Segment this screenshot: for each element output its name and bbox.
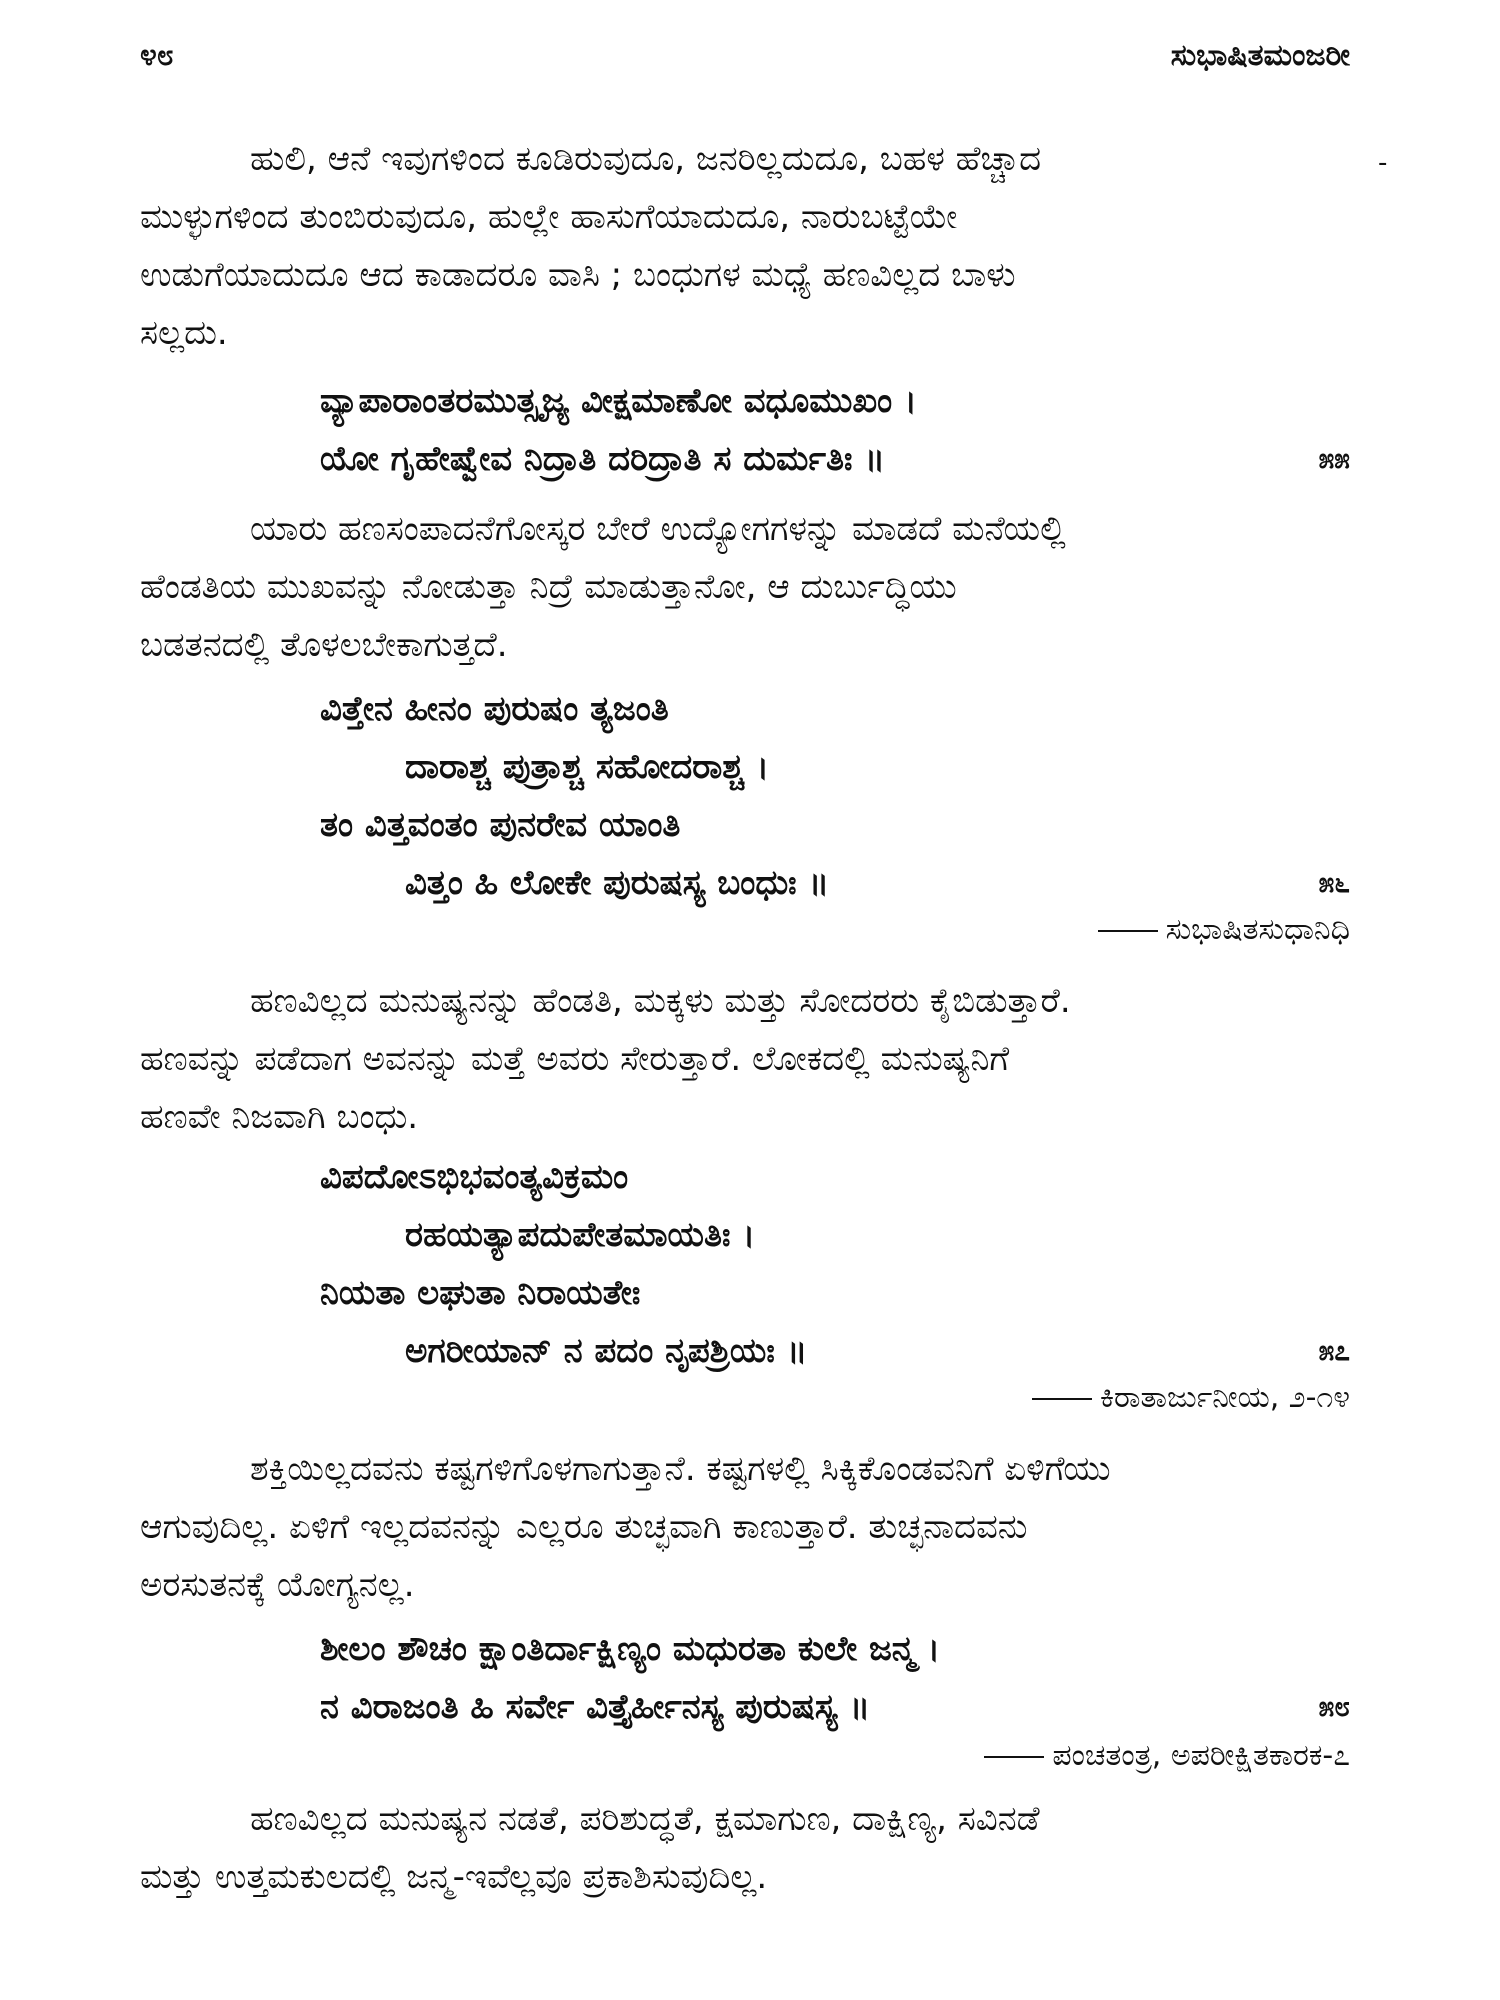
- verse-line: ಶೀಲಂ ಶೌಚಂ ಕ್ಷಾಂತಿರ್ದಾಕ್ಷಿಣ್ಯಂ ಮಧುರತಾ ಕುಲೇ ಜನ್ಮ ।: [320, 1629, 941, 1669]
- verse-source: [1098, 908, 1350, 952]
- verse-line: [320, 854, 1350, 912]
- text-line: ಬಡತನದಲ್ಲಿ ತೊಳಲಬೇಕಾಗುತ್ತದೆ.: [140, 625, 508, 665]
- verse-57: [320, 1148, 1350, 1380]
- dash-rule: [1098, 930, 1158, 932]
- text-line: ಅರಸುತನಕ್ಕೆ ಯೋಗ್ಯನಲ್ಲ.: [140, 1565, 415, 1605]
- text-line: ಮುಳ್ಳುಗಳಿಂದ ತುಂಬಿರುವುದೂ, ಹುಲ್ಲೇ ಹಾಸುಗೆಯಾದುದೂ, ನಾರುಬಟ್ಟೆಯೇ: [140, 197, 958, 237]
- text-line: ಹಣವೇ ನಿಜವಾಗಿ ಬಂಧು.: [140, 1097, 419, 1137]
- paragraph-2: [140, 500, 1340, 674]
- verse-number: ೫೮: [1318, 1690, 1350, 1723]
- text-line: ಆಗುವುದಿಲ್ಲ. ಏಳಿಗೆ ಇಲ್ಲದವನನ್ನು ಎಲ್ಲರೂ ತುಚ್ಛವಾಗಿ ಕಾಣುತ್ತಾರೆ. ತುಚ್ಛನಾದವನು: [140, 1507, 1028, 1547]
- verse-line: ನಿಯತಾ ಲಘುತಾ ನಿರಾಯತೇಃ: [320, 1273, 641, 1313]
- verse-line: [320, 1678, 1350, 1736]
- verse-line: ರಹಯತ್ಯಾಪದುಪೇತಮಾಯತಿಃ ।: [405, 1215, 756, 1255]
- verse-number: ೫೫: [1318, 442, 1350, 475]
- verse-58: [320, 1620, 1350, 1736]
- source-text: ಸುಭಾಷಿತಸುಧಾನಿಧಿ: [1165, 912, 1350, 947]
- verse-line: ವ್ಯಾಪಾರಾಂತರಮುತ್ಸೃಜ್ಯ ವೀಕ್ಷಮಾಣೋ ವಧೂಮುಖಂ ।: [320, 381, 917, 421]
- verse-source: [984, 1734, 1350, 1778]
- verse-line-text: ಯೋ ಗೃಹೇಷ್ವೇವ ನಿದ್ರಾತಿ ದರಿದ್ರಾತಿ ಸ ದುರ್ಮತಿಃ ॥: [320, 439, 886, 479]
- verse-line: ತಂ ವಿತ್ತವಂತಂ ಪುನರೇವ ಯಾಂತಿ: [320, 805, 681, 845]
- paragraph-1: [140, 130, 1340, 362]
- text-line: ಶಕ್ತಿಯಿಲ್ಲದವನು ಕಷ್ಟಗಳಿಗೊಳಗಾಗುತ್ತಾನೆ. ಕಷ್ಟಗಳಲ್ಲಿ ಸಿಕ್ಕಿಕೊಂಡವನಿಗೆ ಏಳಿಗೆಯು: [250, 1449, 1111, 1489]
- verse-number: ೫೬: [1318, 866, 1350, 899]
- verse-line-text: ನ ವಿರಾಜಂತಿ ಹಿ ಸರ್ವೇ ವಿತ್ತೈರ್ಹೀನಸ್ಯ ಪುರುಷಸ್ಯ ॥: [320, 1687, 871, 1727]
- text-line: ಹುಲಿ, ಆನೆ ಇವುಗಳಿಂದ ಕೂಡಿರುವುದೂ, ಜನರಿಲ್ಲದುದೂ, ಬಹಳ ಹೆಚ್ಚಾದ: [250, 139, 1042, 179]
- verse-55: [320, 372, 1350, 488]
- verse-number: ೫೭: [1318, 1334, 1350, 1367]
- page-number: ೪೮: [140, 38, 174, 73]
- text-line: ಹೆಂಡತಿಯ ಮುಖವನ್ನು ನೋಡುತ್ತಾ ನಿದ್ರೆ ಮಾಡುತ್ತಾನೋ, ಆ ದುರ್ಬುದ್ಧಿಯು: [140, 567, 957, 607]
- dash-rule: [984, 1756, 1044, 1758]
- dash-rule: [1032, 1398, 1092, 1400]
- verse-line-text: ವಿತ್ತಂ ಹಿ ಲೋಕೇ ಪುರುಷಸ್ಯ ಬಂಧುಃ ॥: [405, 863, 830, 903]
- text-line: ಹಣವಿಲ್ಲದ ಮನುಷ್ಯನ ನಡತೆ, ಪರಿಶುದ್ಧತೆ, ಕ್ಷಮಾಗುಣ, ದಾಕ್ಷಿಣ್ಯ, ಸವಿನಡೆ: [250, 1799, 1040, 1839]
- running-title: ಸುಭಾಷಿತಮಂಜರೀ: [1170, 38, 1350, 73]
- paragraph-4: [140, 1440, 1340, 1614]
- text-line: ಮತ್ತು ಉತ್ತಮಕುಲದಲ್ಲಿ ಜನ್ಮ-ಇವೆಲ್ಲವೂ ಪ್ರಕಾಶಿಸುವುದಿಲ್ಲ.: [140, 1857, 768, 1897]
- verse-56: [320, 680, 1350, 912]
- text-line: ಹಣವಿಲ್ಲದ ಮನುಷ್ಯನನ್ನು ಹೆಂಡತಿ, ಮಕ್ಕಳು ಮತ್ತು ಸೋದರರು ಕೈಬಿಡುತ್ತಾರೆ.: [250, 981, 1071, 1021]
- verse-line: ವಿತ್ತೇನ ಹೀನಂ ಪುರುಷಂ ತ್ಯಜಂತಿ: [320, 689, 669, 729]
- verse-line: ವಿಪದೋಽಭಿಭವಂತ್ಯವಿಕ್ರಮಂ: [320, 1157, 629, 1197]
- verse-source: [1032, 1376, 1350, 1420]
- text-line: ಉಡುಗೆಯಾದುದೂ ಆದ ಕಾಡಾದರೂ ವಾಸಿ ; ಬಂಧುಗಳ ಮಧ್ಯೆ ಹಣವಿಲ್ಲದ ಬಾಳು: [140, 255, 1016, 295]
- text-line: ಯಾರು ಹಣಸಂಪಾದನೆಗೋಸ್ಕರ ಬೇರೆ ಉದ್ಯೋಗಗಳನ್ನು ಮಾಡದೆ ಮನೆಯಲ್ಲಿ: [250, 509, 1066, 549]
- verse-line: [320, 1322, 1350, 1380]
- paragraph-5: [140, 1790, 1340, 1906]
- source-text: ಪಂಚತಂತ್ರ, ಅಪರೀಕ್ಷಿತಕಾರಕ-೭: [1052, 1738, 1350, 1773]
- text-line: ಹಣವನ್ನು ಪಡೆದಾಗ ಅವನನ್ನು ಮತ್ತೆ ಅವರು ಸೇರುತ್ತಾರೆ. ಲೋಕದಲ್ಲಿ ಮನುಷ್ಯನಿಗೆ: [140, 1039, 1010, 1079]
- verse-line: ದಾರಾಶ್ಚ ಪುತ್ರಾಶ್ಚ ಸಹೋದರಾಶ್ಚ ।: [405, 747, 769, 787]
- verse-line-text: ಅಗರೀಯಾನ್ ನ ಪದಂ ನೃಪಶ್ರಿಯಃ ॥: [405, 1331, 808, 1371]
- verse-line: [320, 430, 1350, 488]
- margin-mark: -: [1378, 148, 1388, 178]
- paragraph-3: [140, 972, 1340, 1146]
- source-text: ಕಿರಾತಾರ್ಜುನೀಯ, ೨-೧೪: [1100, 1380, 1350, 1415]
- text-line: ಸಲ್ಲದು.: [140, 313, 228, 353]
